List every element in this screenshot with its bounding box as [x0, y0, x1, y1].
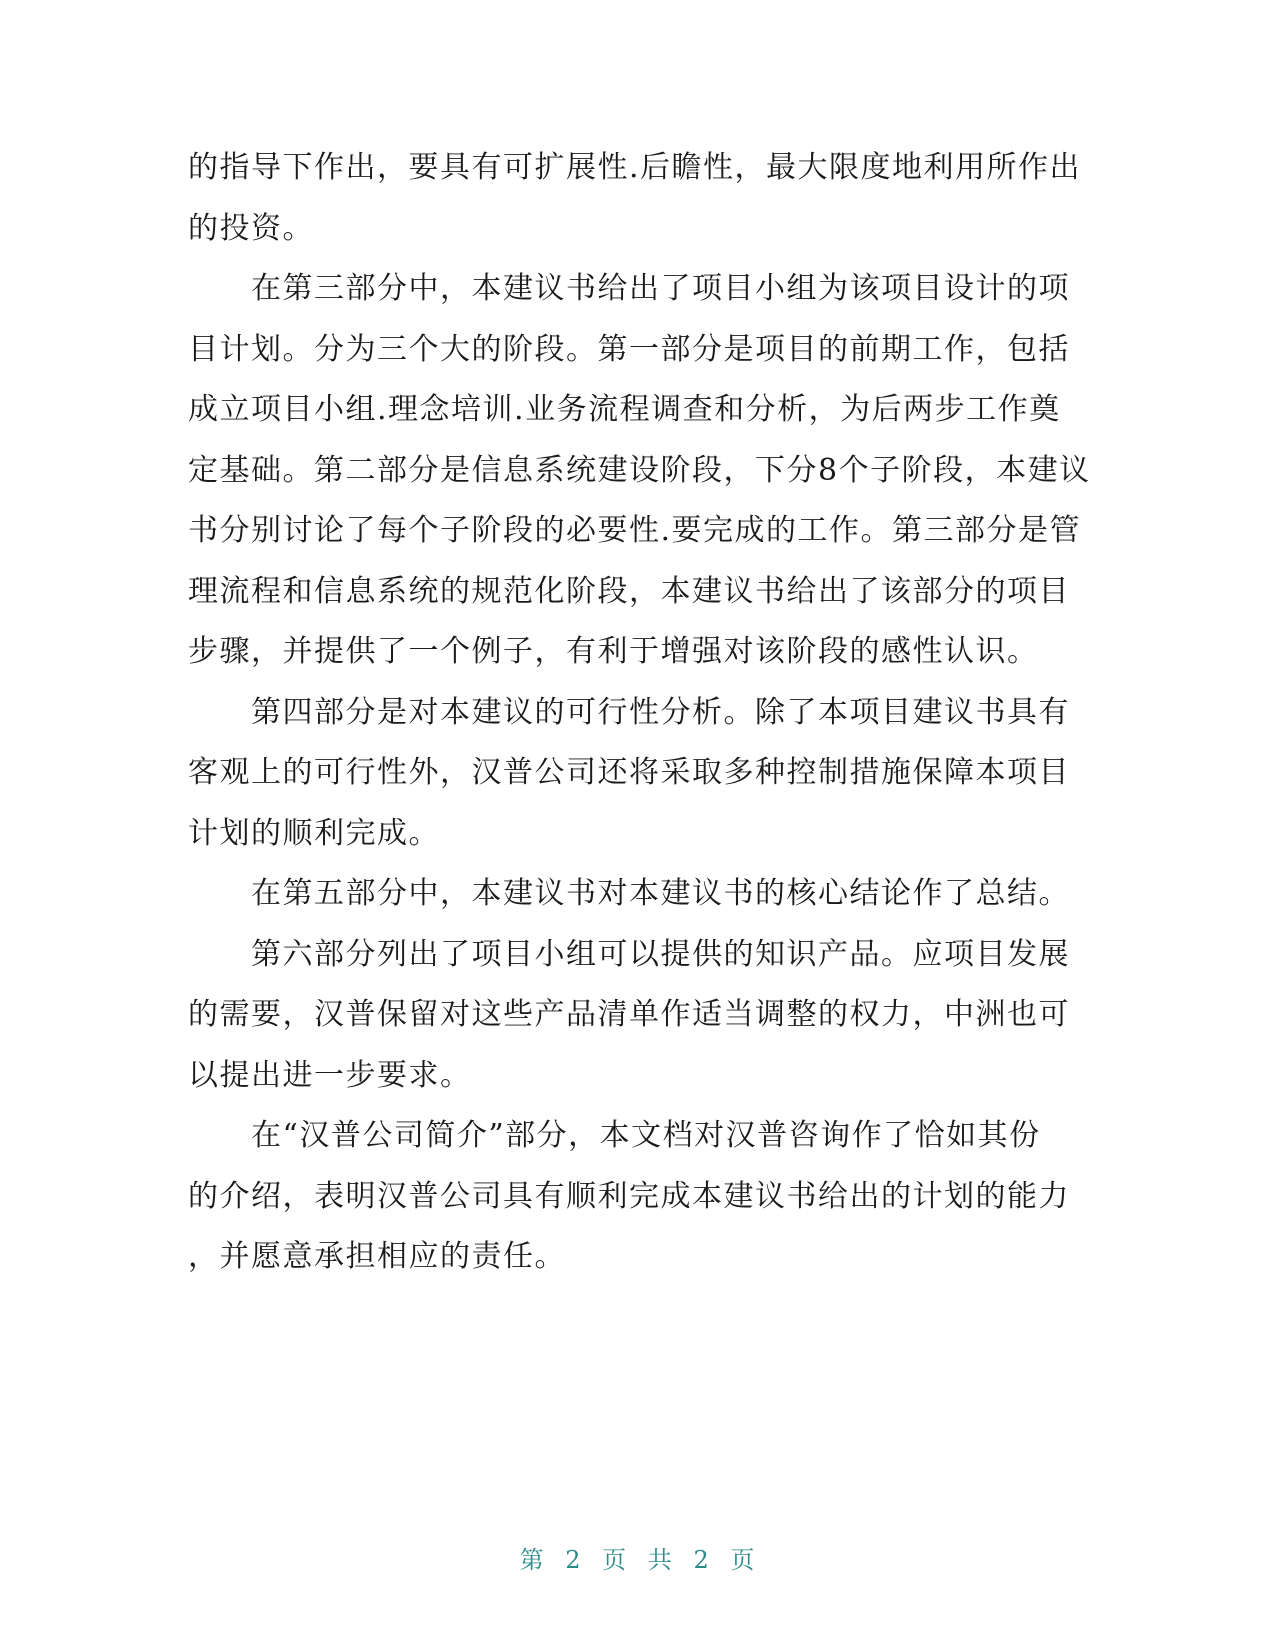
text-line: 在“汉普公司简介”部分，本文档对汉普咨询作了恰如其份 — [188, 1118, 1041, 1153]
text-line: 在第五部分中，本建议书对本建议书的核心结论作了总结。 — [188, 876, 1070, 911]
text-line: 步骤，并提供了一个例子，有利于增强对该阶段的感性认识。 — [188, 634, 1039, 669]
text-line: 成立项目小组.理念培训.业务流程调查和分析，为后两步工作奠 — [188, 392, 1061, 427]
text-line: 定基础。第二部分是信息系统建设阶段，下分8个子阶段，本建议 — [188, 452, 1091, 488]
text-line: 第六部分列出了项目小组可以提供的知识产品。应项目发展 — [188, 936, 1070, 972]
footer-total-prefix: 共 — [647, 1546, 673, 1574]
document-body — [188, 138, 1091, 1288]
text-line: 计划的顺利完成。 — [188, 815, 440, 851]
text-line: 的介绍，表明汉普公司具有顺利完成本建议书给出的计划的能力 — [188, 1178, 1070, 1214]
footer-current-page: 2 — [565, 1546, 582, 1574]
text-line: 的需要，汉普保留对这些产品清单作适当调整的权力，中洲也可 — [188, 997, 1070, 1032]
text-line: 在第三部分中，本建议书给出了项目小组为该项目设计的项 — [188, 271, 1070, 306]
text-line: ，并愿意承担相应的责任。 — [188, 1239, 566, 1274]
footer-page-word-2: 页 — [730, 1546, 756, 1574]
text-line: 第四部分是对本建议的可行性分析。除了本项目建议书具有 — [188, 694, 1070, 730]
text-line: 客观上的可行性外，汉普公司还将采取多种控制措施保障本项目 — [188, 755, 1070, 790]
footer-page-word: 页 — [602, 1546, 628, 1574]
page-footer — [0, 1540, 1275, 1575]
footer-prefix: 第 — [519, 1546, 545, 1574]
text-line: 的指导下作出，要具有可扩展性.后瞻性，最大限度地利用所作出 — [188, 150, 1082, 185]
text-line: 以提出进一步要求。 — [188, 1057, 472, 1093]
text-line: 理流程和信息系统的规范化阶段，本建议书给出了该部分的项目 — [188, 573, 1070, 609]
text-line: 目计划。分为三个大的阶段。第一部分是项目的前期工作，包括 — [188, 331, 1070, 367]
text-line: 的投资。 — [188, 210, 314, 246]
text-line: 书分别讨论了每个子阶段的必要性.要完成的工作。第三部分是管 — [188, 513, 1082, 548]
footer-total-pages: 2 — [693, 1546, 710, 1574]
